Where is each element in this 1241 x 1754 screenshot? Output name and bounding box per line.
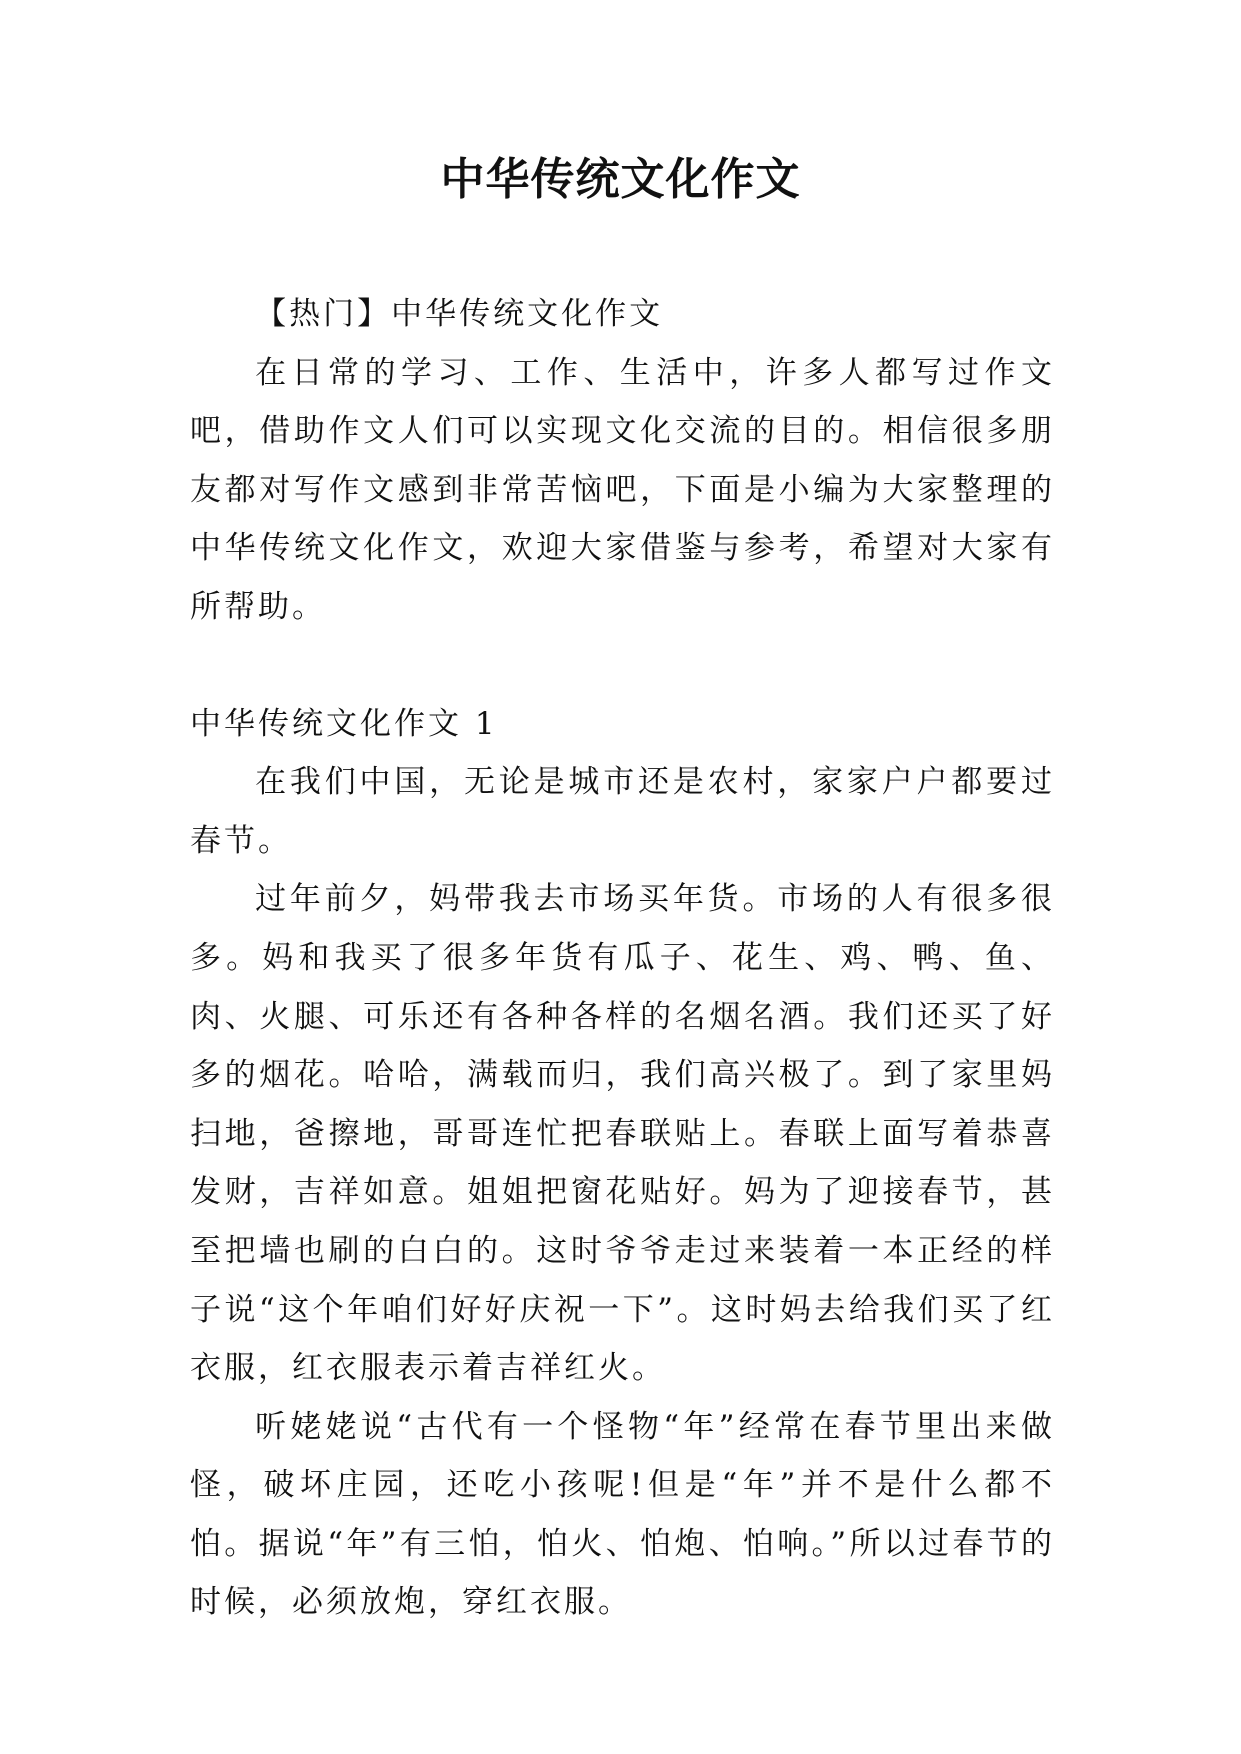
section-title: 中华传统文化作文 1 (190, 705, 498, 742)
document-body (190, 285, 1055, 1632)
paragraph-3: 听姥姥说“古代有一个怪物“年”经常在春节里出来做怪，破坏庄园，还吃小孩呢!但是“年”并不是什么都不怕。据说“年”有三怕，怕火、怕炮、怕响。”所以过春节的时候，必须放炮，穿红衣服。 (190, 1408, 1055, 1621)
intro-paragraph: 在日常的学习、工作、生活中，许多人都写过作文吧，借助作文人们可以实现文化交流的目的。相信很多朋友都对写作文感到非常苦恼吧，下面是小编为大家整理的中华传统文化作文，欢迎大家借鉴与参考，希望对大家有所帮助。 (190, 354, 1055, 625)
intro-heading: 【热门】中华传统文化作文 (255, 296, 664, 332)
paragraph-1: 在我们中国，无论是城市还是农村，家家户户都要过春节。 (190, 764, 1055, 859)
document-title: 中华传统文化作文 (440, 154, 801, 205)
paragraph-2: 过年前夕，妈带我去市场买年货。市场的人有很多很多。妈和我买了很多年货有瓜子、花生、鸡、鸭、鱼、肉、火腿、可乐还有各种各样的名烟名酒。我们还买了好多的烟花。哈哈，满载而归，我们高兴极了。到了家里妈扫地，爸擦地，哥哥连忙把春联贴上。春联上面写着恭喜发财，吉祥如意。姐姐把窗花贴好。妈为了迎接春节，甚至把墙也刷的白白的。这时爷爷走过来装着一本正经的样子说“这个年咱们好好庆祝一下”。这时妈去给我们买了红衣服，红衣服表示着吉祥红火。 (190, 881, 1055, 1387)
